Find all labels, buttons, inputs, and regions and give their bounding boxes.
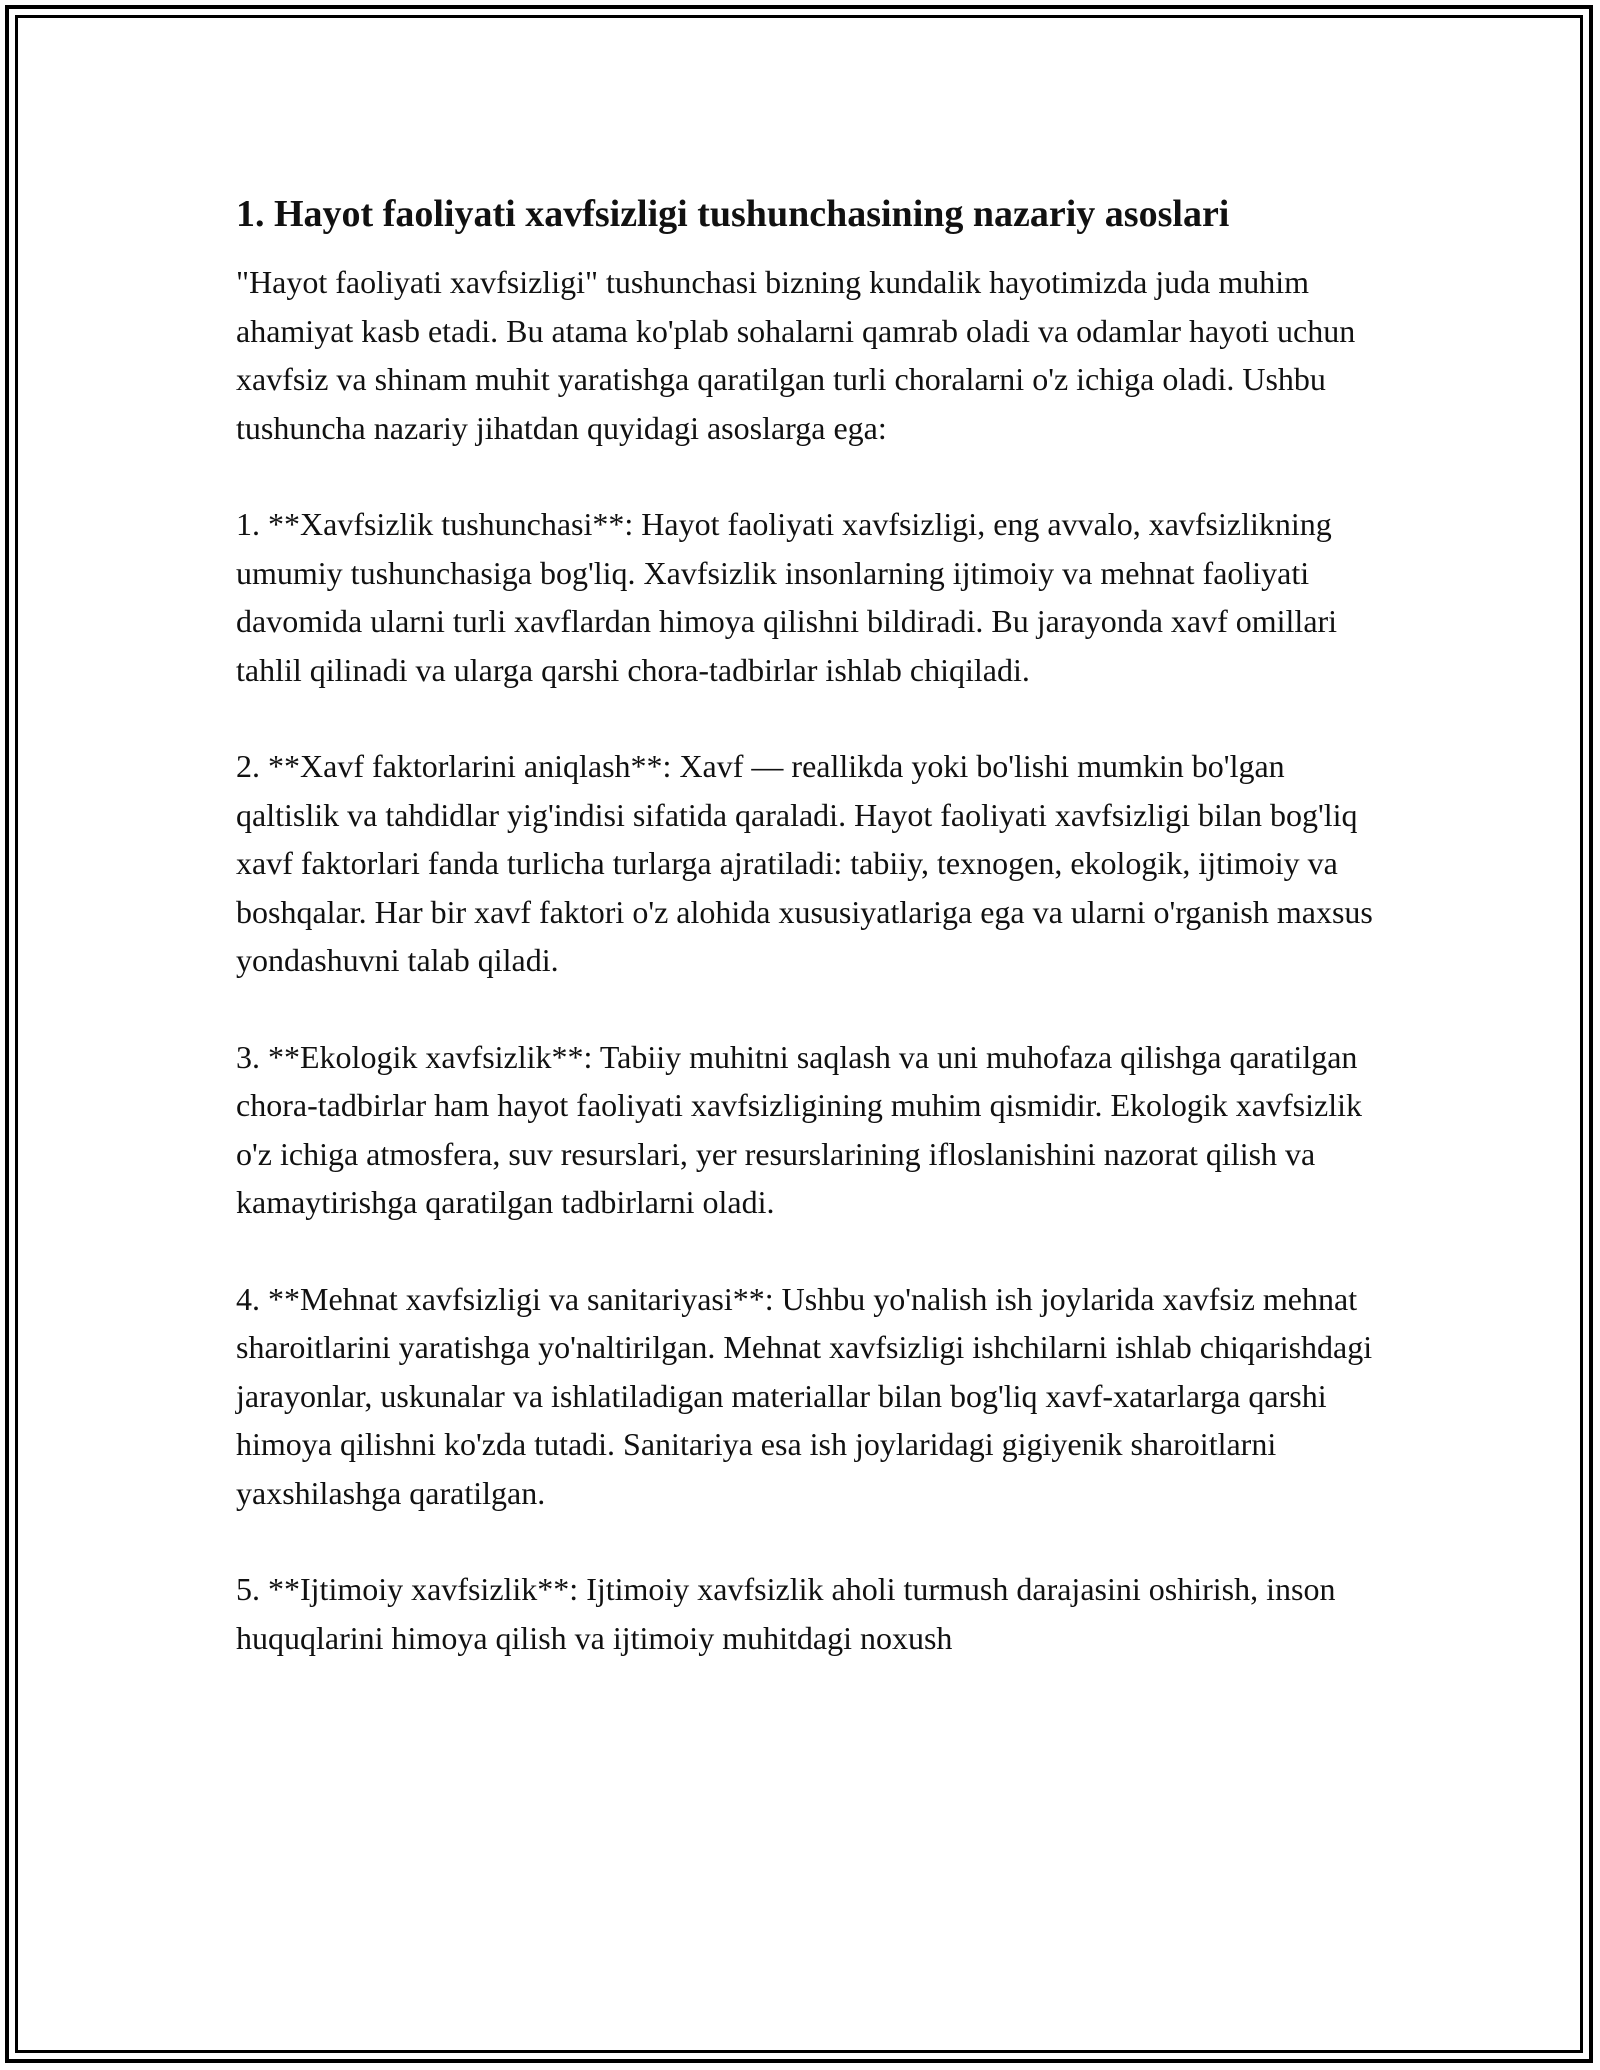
- document-title: 1. Hayot faoliyati xavfsizligi tushunchasining nazariy asoslari: [236, 193, 1230, 235]
- document-body: [236, 188, 1376, 1662]
- intro-paragraph: "Hayot faoliyati xavfsizligi" tushunchasi bizning kundalik hayotimizda juda muhim ahamiyat kasb etadi. Bu atama ko'plab sohalarni qamrab oladi va odamlar hayoti uchun xavfsiz va shinam muhit yaratishga qaratilgan turli choralarni o'z ichiga oladi. Ushbu tushuncha nazariy jihatdan quyidagi asoslarga ega:: [236, 264, 1356, 446]
- paragraph-risk-factors: 2. **Xavf faktorlarini aniqlash**: Xavf — reallikda yoki bo'lishi mumkin bo'lgan qaltislik va tahdidlar yig'indisi sifatida qaraladi. Hayot faoliyati xavfsizligi bilan bog'liq xavf faktorlari fanda turlicha turlarga ajratiladi: tabiiy, texnogen, ekologik, ijtimoiy va boshqalar. Har bir xavf faktori o'z alohida xususiyatlariga ega va ularni o'rganish maxsus yondashuvni talab qiladi.: [236, 748, 1373, 978]
- paragraph-ecological-safety: 3. **Ekologik xavfsizlik**: Tabiiy muhitni saqlash va uni muhofaza qilishga qaratilgan chora-tadbirlar ham hayot faoliyati xavfsizligining muhim qismidir. Ekologik xavfsizlik o'z ichiga atmosfera, suv resurslari, yer resurslarining ifloslanishini nazorat qilish va kamaytirishga qaratilgan tadbirlarni oladi.: [236, 1038, 1362, 1220]
- paragraph-safety-concept: 1. **Xavfsizlik tushunchasi**: Hayot faoliyati xavfsizligi, eng avvalo, xavfsizlikning umumiy tushunchasiga bog'liq. Xavfsizlik insonlarning ijtimoiy va mehnat faoliyati davomida ularni turli xavflardan himoya qilishni bildiradi. Bu jarayonda xavf omillari tahlil qilinadi va ularga qarshi chora-tadbirlar ishlab chiqiladi.: [236, 506, 1338, 688]
- paragraph-labor-safety: 4. **Mehnat xavfsizligi va sanitariyasi**: Ushbu yo'nalish ish joylarida xavfsiz mehnat sharoitlarini yaratishga yo'naltirilgan. Mehnat xavfsizligi ishchilarni ishlab chiqarishdagi jarayonlar, uskunalar va ishlatiladigan materiallar bilan bog'liq xavf-xatarlarga qarshi himoya qilishni ko'zda tutadi. Sanitariya esa ish joylaridagi gigiyenik sharoitlarni yaxshilashga qaratilgan.: [236, 1280, 1373, 1511]
- paragraph-social-safety: 5. **Ijtimoiy xavfsizlik**: Ijtimoiy xavfsizlik aholi turmush darajasini oshirish, inson huquqlarini himoya qilish va ijtimoiy muhitdagi noxush: [236, 1571, 1336, 1656]
